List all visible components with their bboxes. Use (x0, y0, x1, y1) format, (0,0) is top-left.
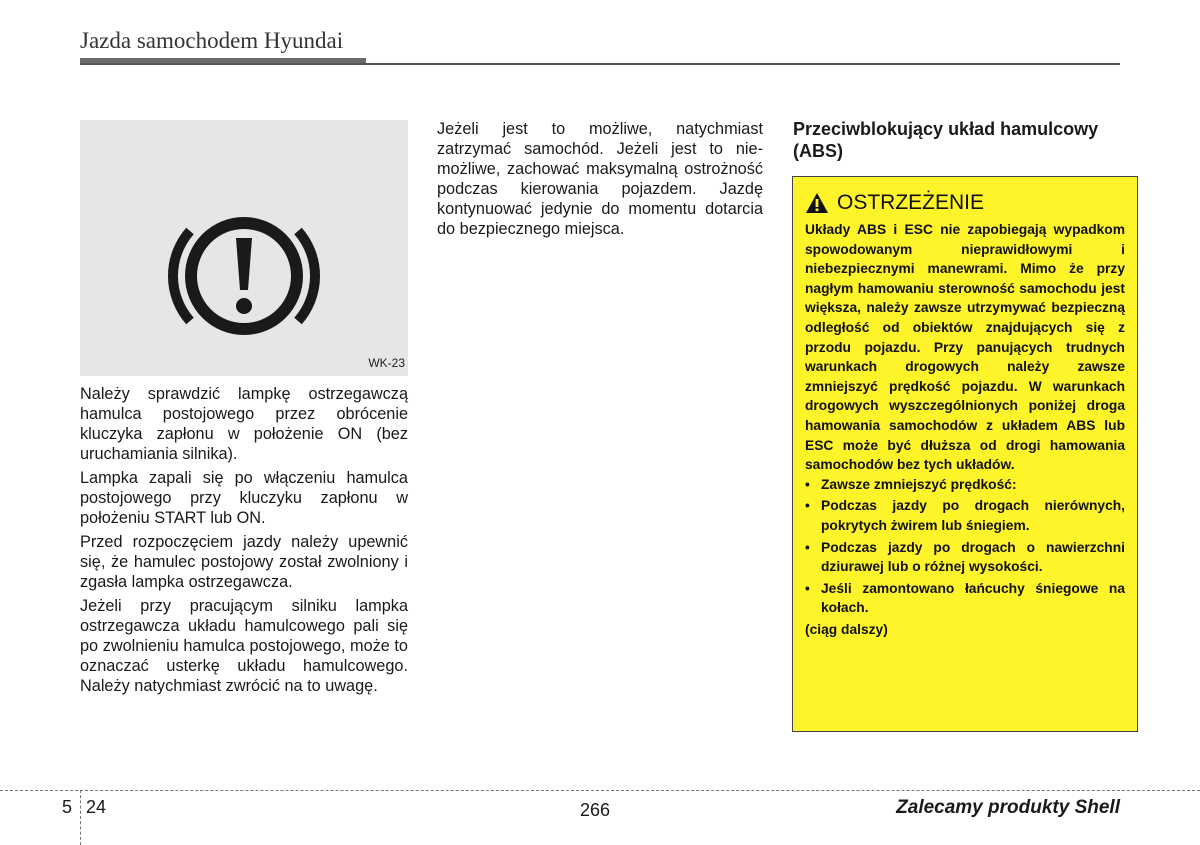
figure-code: WK-23 (368, 356, 405, 370)
page-number: 266 (580, 800, 611, 820)
warning-body (805, 220, 1125, 639)
warning-list (805, 475, 1125, 618)
warning-text: Układy ABS i ESC nie zapobiegają wypadkom spowodowanym nieprawidłowymi i niebezpiecznymi manewrami. Mimo że przy nagłym hamowaniu sterowność samochodu jest większa, należy zawsze utrzymywać bezpieczną odległość od obiektów znajdujących się z przodu pojazdu. Przy panujących trudnych warunkach drogowych należy zawsze zmniejszyć prędkość pojazdu. W warunkach drogowych wyszczególnionych poniżej droga hamowania samochodów z układem ABS lub ESC może być dłuższa od drogi hamowania samochodów bez tych układów. (805, 222, 1125, 473)
section-title: Przeciwblokujący układ hamulcowy (ABS) (793, 119, 1099, 161)
warning-triangle-icon (805, 192, 829, 214)
continued-note: (ciąg dalszy) (805, 621, 888, 637)
warning-header (805, 191, 1125, 215)
warning-box (792, 176, 1138, 732)
column-1-text (80, 384, 408, 700)
list-item: • Podczas jazdy po drogach o nawierzchni dziurawej lub o różnej wysokości. (805, 538, 1125, 577)
paragraph: Jeżeli przy pracującym silniku lampka ostrzegawcza układu hamulcowego pali się po zwolnieniu hamulca postojowego, może to oznaczać usterkę układu hamulcowego. Należy natychmiast zwrócić na to uwagę. (80, 597, 408, 695)
footer-divider (80, 790, 81, 845)
footer-rule (0, 790, 1200, 791)
header-rule (80, 63, 1120, 65)
paragraph: Należy sprawdzić lampkę ostrzegawczą hamulca postojowego przez obrócenie kluczyka zapłonu w położenie ON (bez uruchamiania silnika). (80, 385, 408, 463)
paragraph: Lampka zapali się po włączeniu hamulca postojowego przy kluczyku zapłonu w położeniu START lub ON. (80, 469, 408, 527)
list-item: • Jeśli zamontowano łańcuchy śniegowe na kołach. (805, 579, 1125, 618)
warning-title: OSTRZEŻENIE (837, 191, 985, 214)
figure-box (80, 120, 408, 376)
paragraph: Jeżeli jest to możliwe, natychmiast zatrzymać samochód. Jeżeli jest to niemożliwe, zachować maksymalną ostrożność podczas kierowania pojazdem. Jazdę kontynuować jedynie do momentu dotarcia do bezpiecznego miejsca. (437, 120, 763, 238)
chapter-page-number: 24 (86, 797, 107, 817)
header-title: Jazda samochodem Hyundai (80, 28, 344, 53)
column-2-text (437, 119, 763, 243)
list-item: • Zawsze zmniejszyć prędkość: (805, 475, 1125, 495)
list-item: • Podczas jazdy po drogach nierównych, pokrytych żwirem lub śniegiem. (805, 496, 1125, 535)
chapter-number: 5 (62, 797, 73, 817)
brake-warning-icon (166, 198, 322, 354)
footer-ad: Zalecamy produkty Shell (896, 797, 1120, 818)
paragraph: Przed rozpoczęciem jazdy należy upewnić się, że hamulec postojowy został zwolniony i zgasła lampka ostrzegawcza. (80, 533, 408, 591)
